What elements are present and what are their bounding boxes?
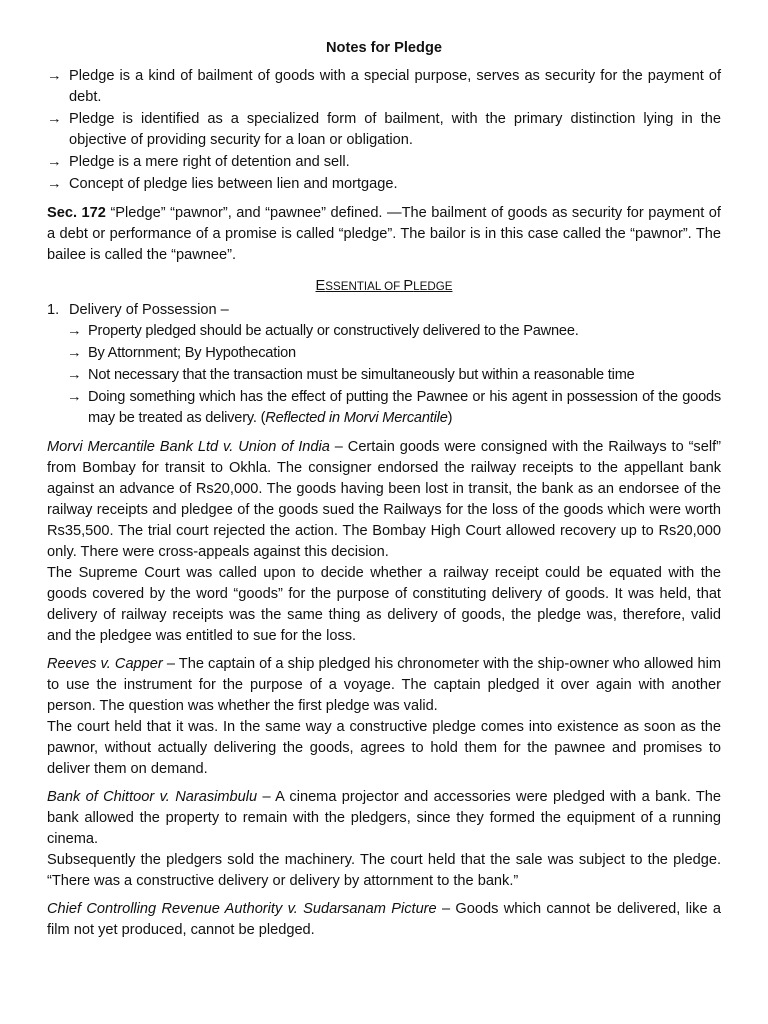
sub-bullet-item: → Doing something which has the effect of putting the Pawnee or his agent in possession of the goods may be treated as delivery. (Reflected in Morvi Mercantile)	[67, 389, 721, 426]
bullet-item: → Pledge is a kind of bailment of goods with a special purpose, serves as security for the payment of debt.	[47, 68, 721, 105]
sub-bullet-item: → Property pledged should be actually or constructively delivered to the Pawnee.	[67, 321, 721, 342]
sub-bullet-item: → By Attornment; By Hypothecation	[67, 343, 721, 364]
arrow-icon: →	[67, 367, 82, 383]
arrow-icon: →	[47, 176, 62, 192]
case-name: Morvi Mercantile Bank Ltd v. Union of India	[47, 439, 330, 455]
item-number: 1.	[47, 302, 60, 318]
arrow-icon: →	[47, 68, 62, 84]
arrow-icon: →	[47, 154, 62, 170]
case-morvi-paragraph-2: The Supreme Court was called upon to decide whether a railway receipt could be equated with the goods covered by the word “goods” for the purpose of constituting delivery of goods. It was held, that delivery of railway receipts was the same thing as delivery of goods, the pledge was, therefore, valid and the pledgee was entitled to sue for the loss.	[47, 565, 721, 644]
arrow-icon: →	[67, 389, 82, 405]
arrow-icon: →	[67, 345, 82, 361]
case-chittoor-paragraph-2: Subsequently the pledgers sold the machinery. The court held that the sale was subject to the pledge. “There was a constructive delivery or delivery by attornment to the bank.”	[47, 852, 721, 889]
case-chittoor-paragraph: Bank of Chittoor v. Narasimbulu – A cinema projector and accessories were pledged with a bank. The bank allowed the property to remain with the pledgers, since they formed the equipment of a running cinema.	[47, 789, 721, 847]
section-172-paragraph: Sec. 172 “Pledge” “pawnor”, and “pawnee” defined. —The bailment of goods as security for payment of a debt or performance of a promise is called “pledge”. The bailor is in this case called the “pawnor”. The bailee is called the “pawnee”.	[47, 205, 721, 263]
bullet-item: → Pledge is a mere right of detention and sell.	[47, 152, 721, 173]
case-reeves-paragraph: Reeves v. Capper – The captain of a ship pledged his chronometer with the ship-owner who allowed him to use the instrument for the purpose of a voyage. The captain pledged it over again with another person. The question was whether the first pledge was valid.	[47, 656, 721, 714]
numbered-item	[47, 300, 721, 321]
page-title: Notes for Pledge	[326, 40, 442, 56]
intro-bullet-list	[47, 66, 721, 195]
section-heading-essentials: ESSENTIAL OF PLEDGE	[315, 278, 453, 294]
case-chief-paragraph: Chief Controlling Revenue Authority v. Sudarsanam Picture – Goods which cannot be delivered, like a film not yet produced, cannot be pledged.	[47, 901, 722, 938]
case-name: Chief Controlling Revenue Authority v. Sudarsanam Picture	[47, 901, 437, 917]
case-reeves-paragraph-2: The court held that it was. In the same way a constructive pledge comes into existence as soon as the pawnor, without actually delivering the goods, agrees to hold them for the pawnee and promises to deliver them on demand.	[47, 719, 721, 777]
bullet-item: → Concept of pledge lies between lien and mortgage.	[47, 174, 721, 195]
delivery-sub-bullets	[47, 321, 721, 429]
case-morvi-paragraph: Morvi Mercantile Bank Ltd v. Union of India – Certain goods were consigned with the Railways to “self” from Bombay for transit to Okhla. The consigner endorsed the railway receipts to the appellant bank against an advance of Rs20,000. The goods having been lost in transit, the bank as an endorsee of the railway receipts and pledgee of the goods sued the Railways for the loss of the goods which were worth Rs35,500. The trial court rejected the action. The Bombay High Court allowed recovery up to Rs20,000 only. There were cross-appeals against this decision.	[47, 439, 721, 560]
item-label: Delivery of Possession –	[69, 302, 229, 318]
section-label: Sec. 172	[47, 205, 106, 221]
case-name: Bank of Chittoor v. Narasimbulu	[47, 789, 258, 805]
bullet-item: → Pledge is identified as a specialized form of bailment, with the primary distinction lying in the objective of providing security for a loan or obligation.	[47, 111, 721, 148]
arrow-icon: →	[47, 111, 62, 127]
case-name: Reeves v. Capper	[47, 656, 163, 672]
arrow-icon: →	[67, 323, 82, 339]
sub-bullet-item: → Not necessary that the transaction must be simultaneously but within a reasonable time	[67, 365, 721, 386]
